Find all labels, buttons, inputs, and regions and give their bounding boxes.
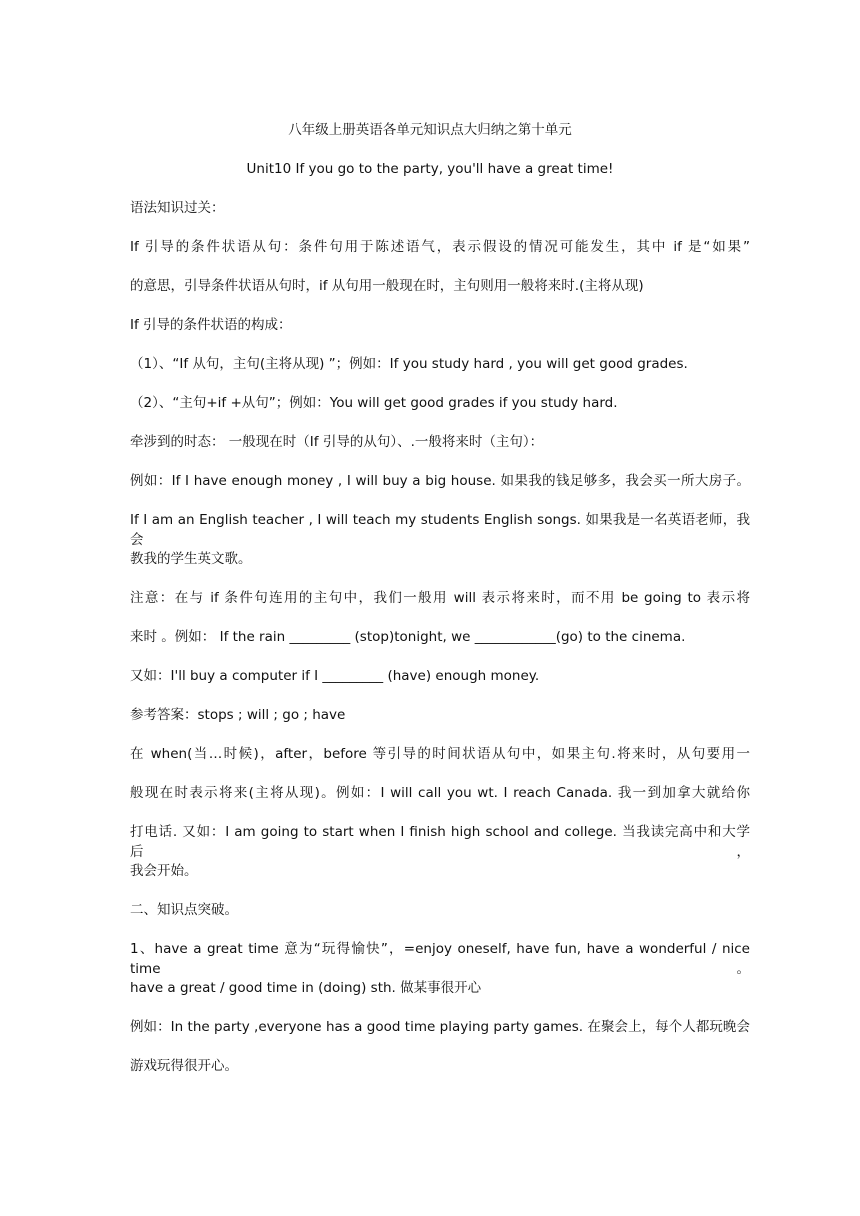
paragraph-line: 我会开始。 — [130, 863, 198, 879]
paragraph-line: If I am an English teacher , I will teach my students English songs. 如果我是一名英语老师，我会 — [130, 512, 750, 548]
paragraph-line: 在 when(当…时候)，after，before 等引导的时间状语从句中，如果主句.将来时，从句要用一 — [130, 746, 750, 762]
paragraph-line: If 引导的条件状语的构成： — [130, 317, 292, 333]
document-subtitle: Unit10 If you go to the party, you'll have a great time! — [246, 161, 614, 177]
paragraph-line: （2）、“主句+if +从句”；例如：You will get good grades if you study hard. — [130, 395, 618, 411]
paragraph-line: 例如：In the party ,everyone has a good time playing party games. 在聚会上，每个人都玩晚会 — [130, 1019, 750, 1035]
paragraph-line: （1）、“If 从句，主句(主将从现) ”；例如：If you study hard , you will get good grades. — [130, 356, 688, 372]
paragraph-line: 来时 。例如： If the rain _________ (stop)tonight, we ____________(go) to the cinema. — [130, 629, 686, 645]
paragraph-line: 打电话. 又如：I am going to start when I finish high school and college. 当我读完高中和大学后， — [130, 824, 750, 860]
paragraph-line: 又如：I'll buy a computer if I _________ (have) enough money. — [130, 668, 540, 684]
section-heading-knowledge: 二、知识点突破。 — [130, 902, 238, 918]
paragraph-line: If 引导的条件状语从句：条件句用于陈述语气，表示假设的情况可能发生，其中 if 是“如果” — [130, 239, 750, 255]
paragraph-line: have a great / good time in (doing) sth. 做某事很开心 — [130, 980, 482, 996]
paragraph-line: 注意：在与 if 条件句连用的主句中，我们一般用 will 表示将来时，而不用 be going to 表示将 — [130, 590, 750, 606]
section-heading-grammar: 语法知识过关： — [130, 200, 225, 216]
paragraph-line: 例如：If I have enough money , I will buy a big house. 如果我的钱足够多，我会买一所大房子。 — [130, 473, 750, 489]
paragraph-line: 牵涉到的时态： 一般现在时（If 引导的从句）、.一般将来时（主句）： — [130, 434, 544, 450]
answer-line: 参考答案：stops ; will ; go ; have — [130, 707, 346, 723]
paragraph-line: 教我的学生英文歌。 — [130, 551, 252, 567]
paragraph-line: 般现在时表示将来(主将从现)。例如：I will call you wt. I reach Canada. 我一到加拿大就给你 — [130, 785, 750, 801]
document-title: 八年级上册英语各单元知识点大归纳之第十单元 — [288, 122, 572, 138]
paragraph-line: 的意思，引导条件状语从句时，if 从句用一般现在时，主句则用一般将来时.(主将从现) — [130, 278, 644, 294]
paragraph-line: 游戏玩得很开心。 — [130, 1058, 238, 1074]
paragraph-line: 1、have a great time 意为“玩得愉快”，=enjoy oneself, have fun, have a wonderful / nice time。 — [130, 941, 750, 977]
